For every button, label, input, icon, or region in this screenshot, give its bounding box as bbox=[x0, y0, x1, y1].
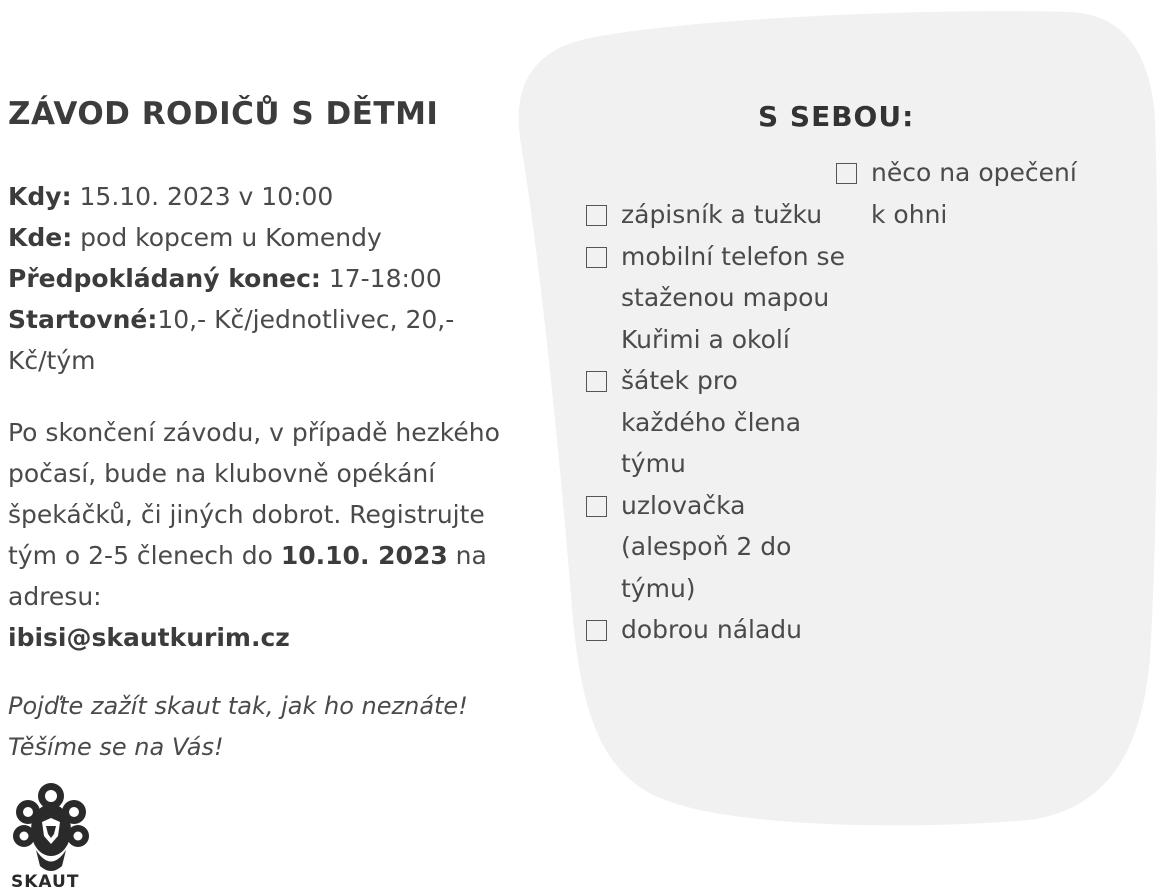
registration-deadline: 10.10. 2023 bbox=[280, 541, 448, 570]
end-label: Předpokládaný konec: bbox=[8, 264, 321, 293]
checklist-right bbox=[836, 152, 1096, 235]
checklist-title: S SEBOU: bbox=[758, 100, 915, 133]
info-end bbox=[8, 258, 498, 299]
checklist-item[interactable] bbox=[586, 609, 846, 651]
end-value: 17-18:00 bbox=[320, 264, 442, 293]
checklist-item[interactable] bbox=[586, 194, 846, 236]
when-label: Kdy: bbox=[8, 182, 72, 211]
checklist-item[interactable] bbox=[836, 152, 1096, 235]
fee-label: Startovné: bbox=[8, 305, 158, 334]
checkbox-icon[interactable] bbox=[836, 163, 857, 184]
info-where bbox=[8, 217, 498, 258]
checklist-item[interactable] bbox=[586, 360, 846, 485]
where-value: pod kopcem u Komendy bbox=[72, 223, 382, 252]
page-title: ZÁVOD RODIČŮ S DĚTMI bbox=[8, 96, 439, 132]
checkbox-icon[interactable] bbox=[586, 247, 607, 268]
registration-paragraph bbox=[8, 412, 508, 658]
where-label: Kde: bbox=[8, 223, 73, 252]
checklist-left bbox=[586, 194, 846, 651]
registration-text: Po skončení závodu, v případě hezkého počasí, bude na klubovně opékání špekáčků, či jiných dobrot. Registrujte tým o 2-5 členech do bbox=[8, 418, 500, 570]
checklist-item[interactable] bbox=[586, 236, 846, 361]
checkbox-icon[interactable] bbox=[586, 371, 607, 392]
registration-mid: na adresu: bbox=[8, 541, 487, 611]
when-value: 15.10. 2023 v 10:00 bbox=[71, 182, 334, 211]
registration-email[interactable]: ibisi@skautkurim.cz bbox=[8, 623, 290, 652]
checklist-item-label: něco na opečení k ohni bbox=[871, 158, 1077, 229]
checkbox-icon[interactable] bbox=[586, 620, 607, 641]
motto-text: Pojďte zažít skaut tak, jak ho neznáte! Těšíme se na Vás! bbox=[8, 692, 468, 761]
info-when bbox=[8, 176, 498, 217]
info-fee bbox=[8, 299, 498, 381]
checklist-item-label: dobrou náladu bbox=[621, 615, 802, 644]
checkbox-icon[interactable] bbox=[586, 205, 607, 226]
checklist-item-label: zápisník a tužku bbox=[621, 200, 823, 229]
checklist-item-label: uzlovačka (alespoň 2 do týmu) bbox=[621, 490, 792, 603]
checklist-item[interactable] bbox=[586, 485, 846, 610]
fee-value: 10,- Kč/jednotlivec, 20,- Kč/tým bbox=[8, 305, 455, 375]
logo-text: SKAUT bbox=[11, 872, 80, 892]
checkbox-icon[interactable] bbox=[586, 496, 607, 517]
checklist-item-label: mobilní telefon se staženou mapou Kuřimi a okolí bbox=[621, 241, 845, 354]
checklist-item-label: šátek pro každého člena týmu bbox=[621, 366, 802, 478]
event-info bbox=[8, 176, 498, 381]
